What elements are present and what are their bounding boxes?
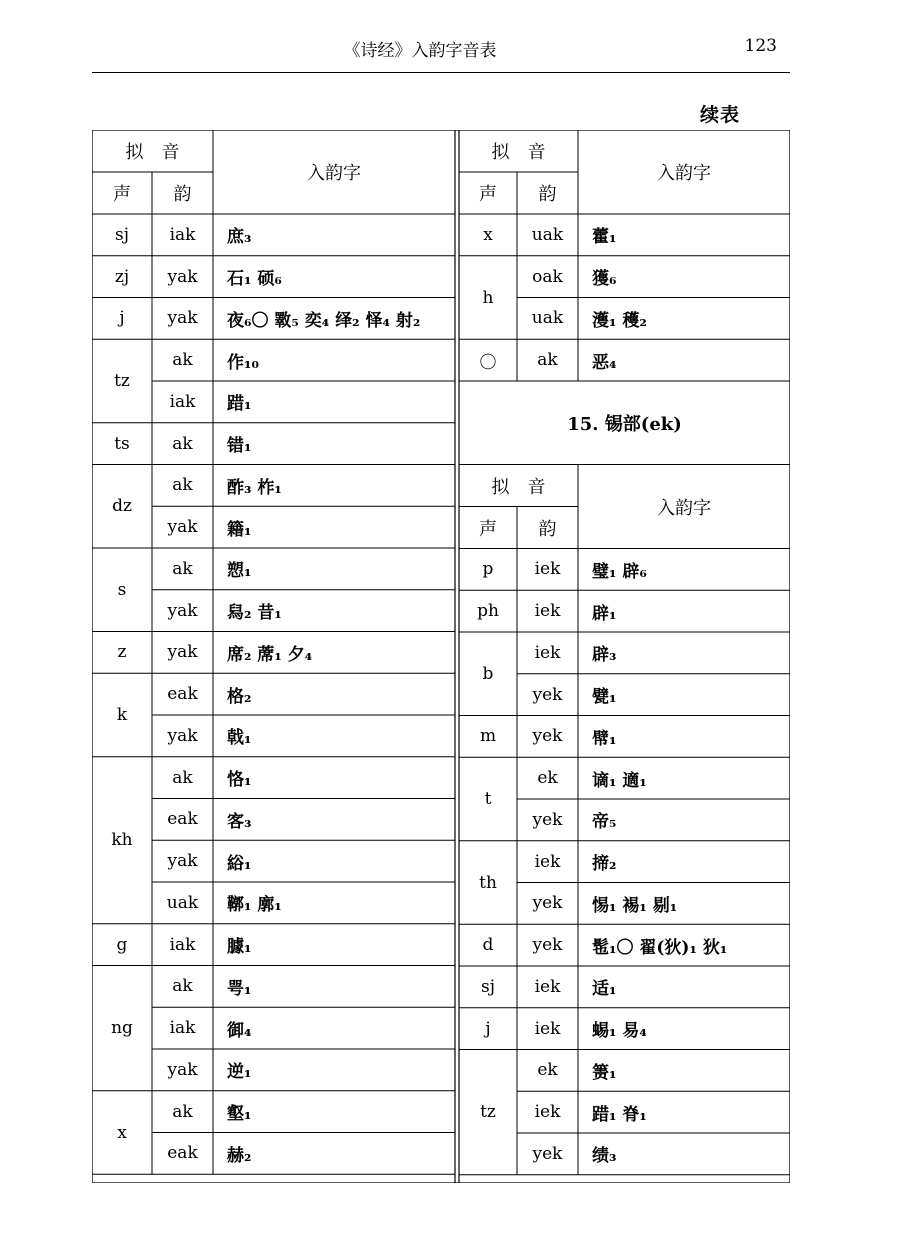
rhyme-chars-cell: 帝₅ xyxy=(592,812,617,833)
final-cell: iek xyxy=(534,642,561,663)
initial-cell: kh xyxy=(111,830,133,851)
rhyme-chars-cell: 惕₁ 裼₁ 剔₁ xyxy=(592,895,678,916)
header-rule xyxy=(92,72,790,73)
initial-cell: k xyxy=(116,705,128,725)
rhyme-chars-cell: 席₂ 蓆₁ 夕₄ xyxy=(227,644,313,665)
initial-cell: ts xyxy=(114,433,130,454)
initial-cell: p xyxy=(482,559,494,580)
final-cell: yak xyxy=(167,1059,198,1080)
rhyme-chars-cell: 籍₁ xyxy=(227,519,252,540)
final-cell: ak xyxy=(172,767,193,788)
initial-cell: j xyxy=(485,1018,491,1039)
rhyme-chars-cell: 格₂ xyxy=(227,686,252,707)
initial-cell: tz xyxy=(114,371,130,391)
final-cell: yek xyxy=(532,935,563,956)
final-cell: iak xyxy=(169,224,196,245)
rhyme-chars-cell: 箦₁ xyxy=(592,1062,617,1083)
initial-cell: h xyxy=(482,287,494,308)
final-cell: yak xyxy=(167,642,198,663)
page-number: 123 xyxy=(744,36,777,56)
initial-cell: s xyxy=(117,579,127,600)
final-cell: yek xyxy=(532,809,563,830)
final-cell: yek xyxy=(532,1143,563,1164)
rhyme-chars-cell: 赫₂ xyxy=(227,1145,252,1166)
rhyme-chars-cell: 夜₆〇 斁₅ 奕₄ 绎₂ 怿₄ 射₂ xyxy=(227,310,421,331)
rhyme-chars-cell: 戟₁ xyxy=(227,728,252,749)
rhyme-chars-cell: 适₁ xyxy=(592,979,617,1000)
continued-table-label: 续表 xyxy=(700,104,741,126)
final-cell: yak xyxy=(167,308,198,329)
rhyme-chars-cell: 臄₁ xyxy=(227,937,252,958)
rhyme-chars-cell: 甓₁ xyxy=(592,687,617,708)
final-cell: ak xyxy=(172,976,193,997)
running-header-title: 《诗经》入韵字音表 xyxy=(343,41,497,61)
rhyme-chars-cell: 作₁₀ xyxy=(227,352,259,373)
initial-cell: ng xyxy=(111,1018,133,1039)
final-cell: yak xyxy=(167,266,198,287)
rhyme-chars-cell: 幦₁ xyxy=(592,728,617,749)
rhyme-chars-cell: 石₁ 硕₆ xyxy=(227,269,282,290)
final-cell: yak xyxy=(167,517,198,538)
final-cell: iak xyxy=(169,1018,196,1039)
initial-cell: 〇 xyxy=(479,352,497,373)
rhyme-table xyxy=(92,130,790,1183)
final-cell: uak xyxy=(531,224,564,245)
initial-cell: z xyxy=(117,642,127,663)
final-cell: yek xyxy=(532,893,563,914)
initial-cell: j xyxy=(119,308,125,329)
initial-cell: ph xyxy=(477,601,499,622)
final-cell: iek xyxy=(534,601,561,622)
final-cell: uak xyxy=(531,308,564,329)
final-cell: eak xyxy=(167,809,198,830)
rhyme-chars-cell: 濩₁ 穫₂ xyxy=(592,310,647,331)
rhyme-chars-cell: 璧₁ 辟₆ xyxy=(592,561,647,582)
initial-cell: zj xyxy=(114,266,130,287)
final-cell: ak xyxy=(172,1101,193,1122)
rhyme-chars-cell: 蜴₁ 易₄ xyxy=(592,1021,647,1042)
rhyme-chars-cell: 鞹₁ 廓₁ xyxy=(227,895,282,916)
final-cell: iek xyxy=(534,851,561,872)
col-head-ruyunzi: 入韵字 xyxy=(307,163,361,184)
initial-cell: t xyxy=(484,789,492,809)
final-cell: yak xyxy=(167,725,198,746)
initial-cell: g xyxy=(116,934,128,955)
rhyme-chars-cell: 庶₃ xyxy=(227,227,252,248)
rhyme-chars-cell: 髢₁〇 翟(狄)₁ 狄₁ xyxy=(592,937,728,958)
final-cell: ak xyxy=(172,558,193,579)
final-cell: ak xyxy=(172,475,193,496)
rhyme-chars-cell: 客₃ xyxy=(227,811,252,832)
rhyme-chars-cell: 谪₁ 適₁ xyxy=(592,770,647,791)
col-head-sheng: 声 xyxy=(479,184,497,205)
rhyme-chars-cell: 辟₁ xyxy=(592,603,617,624)
final-cell: ak xyxy=(172,350,193,371)
final-cell: yek xyxy=(532,684,563,705)
col-head-sheng: 声 xyxy=(479,518,497,540)
final-cell: yak xyxy=(167,851,198,872)
final-cell: uak xyxy=(166,892,199,913)
final-cell: oak xyxy=(532,266,563,287)
col-head-yun: 韵 xyxy=(538,184,557,205)
rhyme-chars-cell: 舄₂ 昔₁ xyxy=(227,603,282,624)
col-head-niyin: 拟 音 xyxy=(491,142,546,163)
initial-cell: sj xyxy=(481,976,495,997)
rhyme-chars-cell: 綌₁ xyxy=(227,853,252,874)
initial-cell: x xyxy=(117,1122,127,1143)
final-cell: iak xyxy=(169,391,196,412)
rhyme-chars-cell: 咢₁ xyxy=(227,978,252,999)
rhyme-chars-cell: 御₄ xyxy=(227,1020,252,1041)
final-cell: iek xyxy=(534,1018,561,1039)
col-head-sheng: 声 xyxy=(113,184,131,205)
col-head-ruyunzi: 入韵字 xyxy=(657,163,711,184)
rhyme-chars-cell: 踖₁ xyxy=(227,394,252,415)
initial-cell: tz xyxy=(480,1102,496,1123)
rhyme-chars-cell: 獲₆ xyxy=(592,269,617,290)
rhyme-chars-cell: 愬₁ xyxy=(227,561,252,582)
final-cell: eak xyxy=(167,684,198,705)
initial-cell: dz xyxy=(112,496,132,517)
initial-cell: b xyxy=(482,663,494,684)
final-cell: ak xyxy=(537,350,558,371)
initial-cell: d xyxy=(482,935,494,956)
rhyme-chars-cell: 辟₃ xyxy=(592,645,617,666)
col-head-niyin: 拟 音 xyxy=(491,476,546,498)
rhyme-chars-cell: 酢₃ 柞₁ xyxy=(227,477,282,498)
rhyme-chars-cell: 揥₂ xyxy=(592,854,617,875)
rhyme-chars-cell: 恪₁ xyxy=(227,770,252,791)
initial-cell: sj xyxy=(115,224,129,245)
rhyme-chars-cell: 恶₄ xyxy=(592,352,617,373)
rhyme-chars-cell: 绩₃ xyxy=(592,1146,617,1167)
final-cell: iek xyxy=(534,1102,561,1123)
col-head-yun: 韵 xyxy=(538,518,557,540)
initial-cell: x xyxy=(483,224,493,245)
section-title-xibu: 15. 锡部(ek) xyxy=(567,413,682,435)
col-head-yun: 韵 xyxy=(173,184,192,205)
final-cell: yak xyxy=(167,600,198,621)
col-head-niyin: 拟 音 xyxy=(125,142,180,163)
rhyme-chars-cell: 错₁ xyxy=(227,436,252,457)
initial-cell: th xyxy=(479,872,497,893)
rhyme-chars-cell: 壑₁ xyxy=(227,1104,252,1125)
final-cell: iek xyxy=(534,976,561,997)
initial-cell: m xyxy=(479,726,497,747)
final-cell: iek xyxy=(534,559,561,580)
rhyme-chars-cell: 踖₁ 脊₁ xyxy=(592,1104,647,1125)
final-cell: iak xyxy=(169,934,196,955)
final-cell: ek xyxy=(537,1060,558,1081)
rhyme-chars-cell: 逆₁ xyxy=(227,1062,252,1083)
col-head-ruyunzi: 入韵字 xyxy=(657,497,711,519)
final-cell: eak xyxy=(167,1143,198,1164)
final-cell: yek xyxy=(532,726,563,747)
rhyme-chars-cell: 藿₁ xyxy=(592,227,617,248)
final-cell: ak xyxy=(172,433,193,454)
final-cell: ek xyxy=(537,768,558,789)
